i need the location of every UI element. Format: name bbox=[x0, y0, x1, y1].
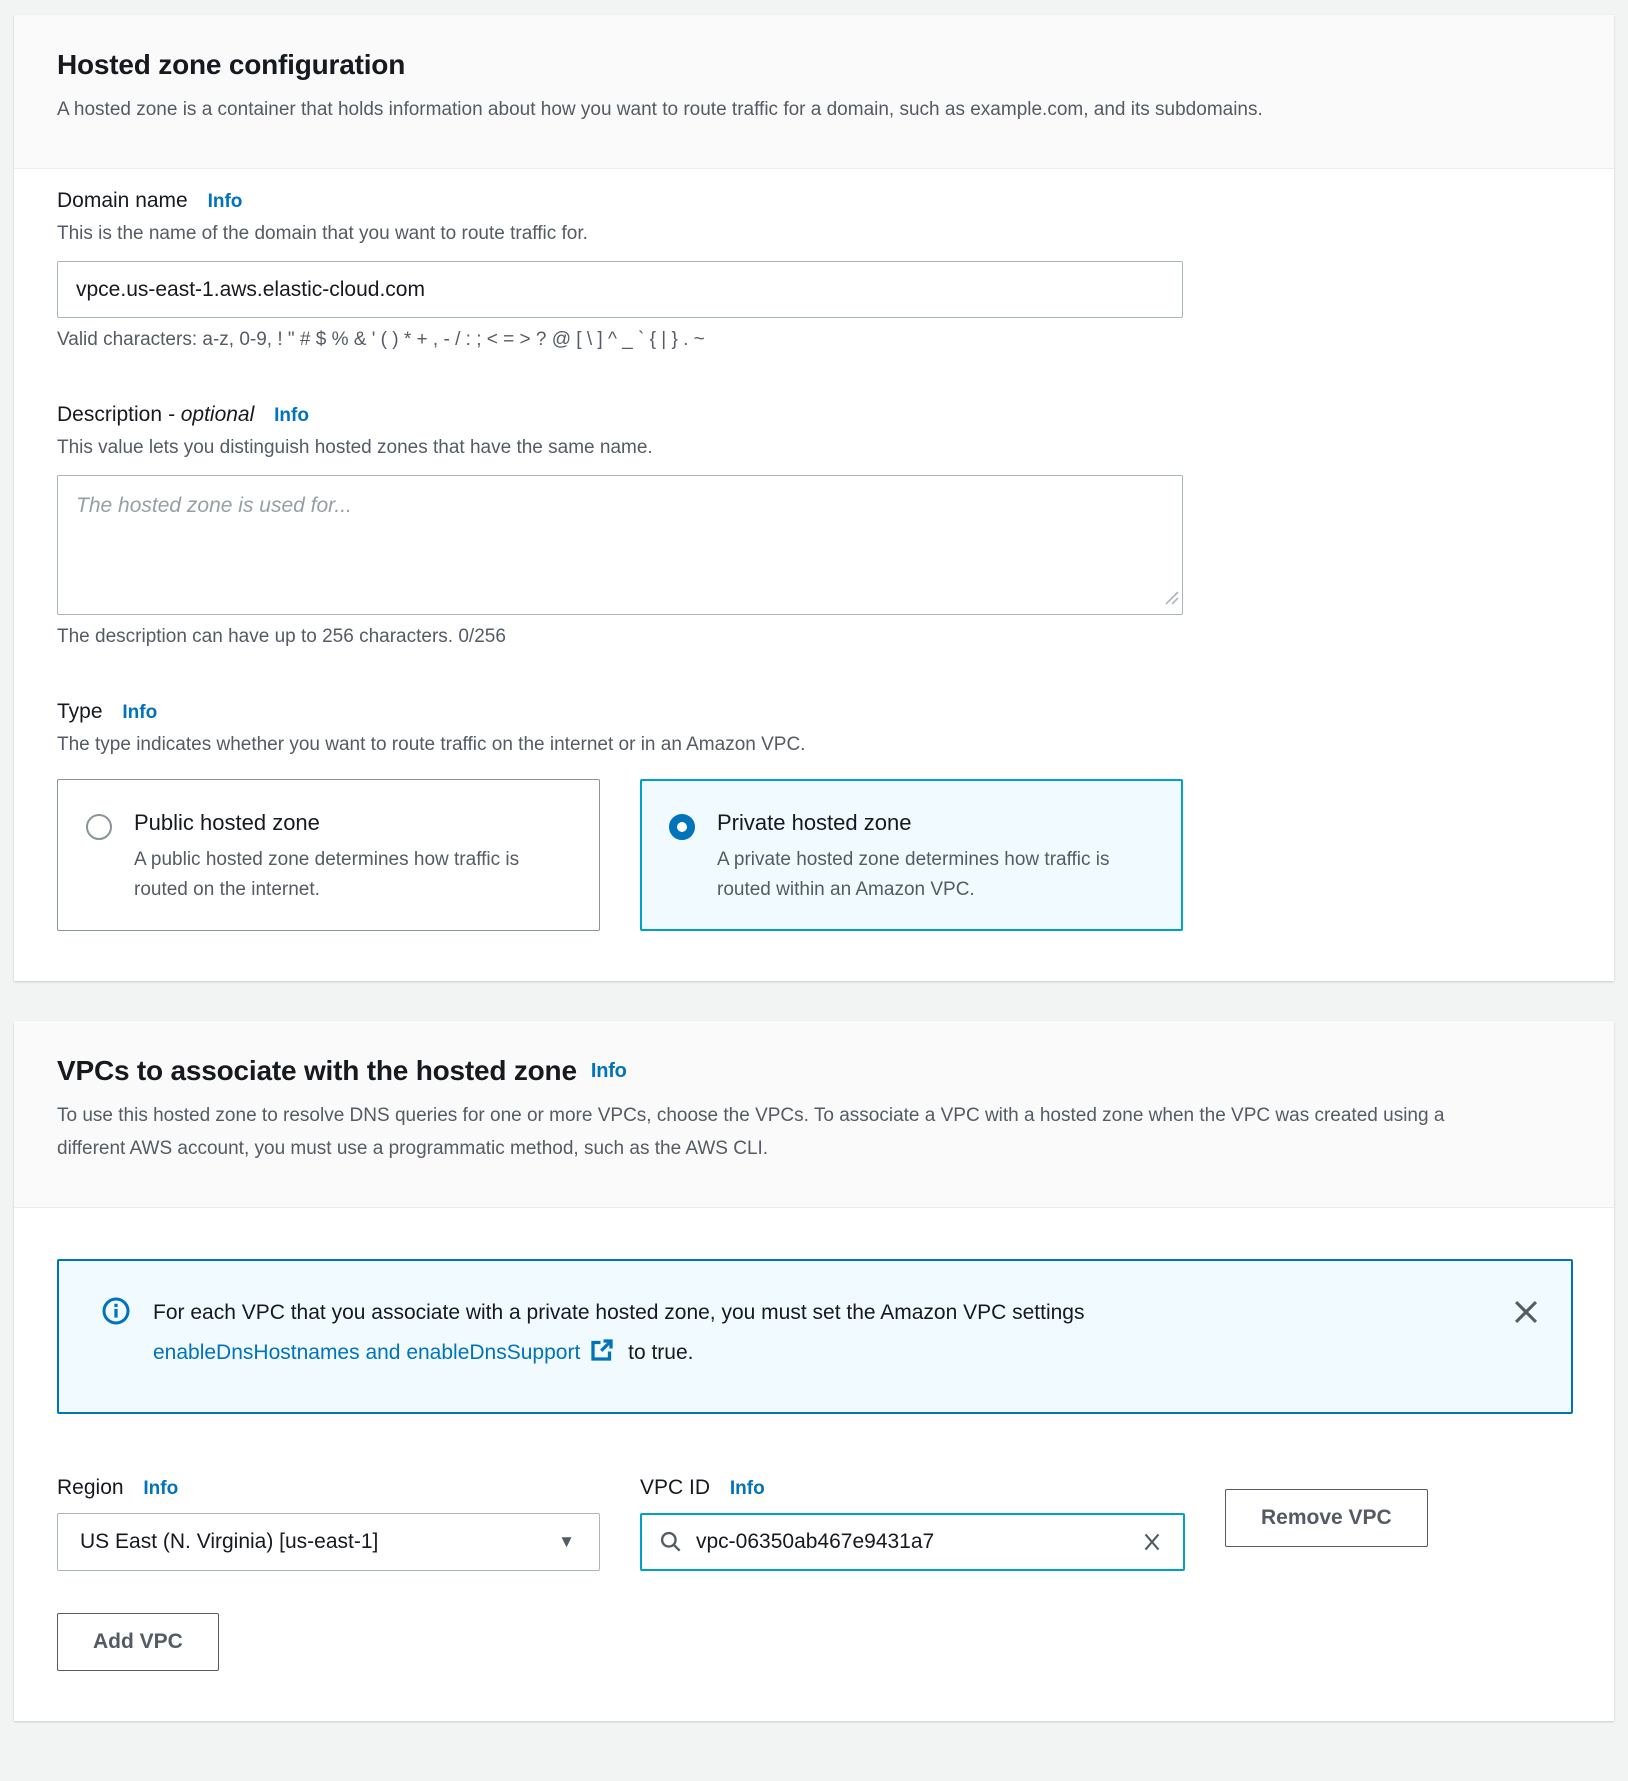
domain-valid-characters-text: Valid characters: a-z, 0-9, ! " # $ % & ' ( ) * + , - / : ; < = > ? @ [ \ ] ^ _ ` { | } . ~ bbox=[57, 329, 705, 350]
private-hosted-zone-radio[interactable] bbox=[669, 814, 695, 840]
description-optional-text: - optional bbox=[167, 403, 255, 426]
vpcs-associate-panel bbox=[14, 1021, 1614, 1721]
domain-name-input[interactable] bbox=[57, 261, 1183, 318]
description-textarea[interactable] bbox=[57, 475, 1183, 615]
region-selected-value: US East (N. Virginia) [us-east-1] bbox=[80, 1530, 379, 1553]
description-label-text: Description bbox=[57, 403, 163, 426]
description-counter-text: The description can have up to 256 characters. 0/256 bbox=[57, 626, 506, 647]
description-help-text: This value lets you distinguish hosted zones that have the same name. bbox=[57, 437, 653, 458]
domain-name-field-group bbox=[57, 189, 1571, 351]
hosted-zone-configuration-panel bbox=[14, 15, 1614, 981]
vpc-id-label bbox=[640, 1476, 1185, 1500]
domain-name-label bbox=[57, 189, 1571, 213]
alert-text-before: For each VPC that you associate with a private hosted zone, you must set the Amazon VPC settings bbox=[153, 1301, 1085, 1324]
public-hosted-zone-radio[interactable] bbox=[86, 814, 112, 840]
vpcs-panel-description: To use this hosted zone to resolve DNS queries for one or more VPCs, choose the VPCs. To associate a VPC with a hosted zone when the VPC was created using a different AWS account, you must use a programmatic method, such as the AWS CLI. bbox=[57, 1105, 1445, 1159]
clear-input-icon[interactable] bbox=[1139, 1529, 1165, 1555]
vpc-id-column bbox=[640, 1476, 1185, 1571]
description-label bbox=[57, 403, 1571, 427]
region-label bbox=[57, 1476, 600, 1500]
alert-close-icon[interactable] bbox=[1509, 1295, 1543, 1329]
vpc-id-label-text: VPC ID bbox=[640, 1476, 711, 1499]
vpcs-panel-header bbox=[14, 1021, 1614, 1208]
private-hosted-zone-texts bbox=[717, 810, 1181, 905]
public-hosted-zone-description: A public hosted zone determines how traffic is routed on the internet. bbox=[134, 849, 520, 900]
type-info-link[interactable]: Info bbox=[122, 702, 158, 723]
type-radio-cards bbox=[57, 779, 1571, 931]
vpcs-panel-title: VPCs to associate with the hosted zone Info bbox=[57, 1055, 627, 1086]
vpc-association-row bbox=[57, 1476, 1571, 1571]
vpcs-panel-body bbox=[14, 1208, 1614, 1721]
region-info-link[interactable]: Info bbox=[143, 1478, 179, 1499]
vpc-settings-info-alert bbox=[57, 1259, 1573, 1414]
domain-name-info-link[interactable]: Info bbox=[207, 191, 243, 212]
vpc-id-info-link[interactable]: Info bbox=[729, 1478, 765, 1499]
vpc-id-search-box bbox=[640, 1513, 1185, 1571]
hosted-zone-panel-body bbox=[14, 169, 1614, 981]
chevron-down-icon: ▼ bbox=[558, 1532, 575, 1551]
description-info-link[interactable]: Info bbox=[274, 405, 309, 426]
alert-message bbox=[153, 1293, 1283, 1384]
remove-vpc-button[interactable]: Remove VPC bbox=[1225, 1489, 1428, 1547]
textarea-resize-handle-icon[interactable] bbox=[1164, 590, 1180, 611]
private-hosted-zone-card[interactable] bbox=[640, 779, 1183, 931]
search-icon bbox=[658, 1529, 684, 1555]
region-label-text: Region bbox=[57, 1476, 124, 1499]
description-textarea-wrap bbox=[57, 475, 1183, 615]
private-hosted-zone-title: Private hosted zone bbox=[717, 810, 912, 835]
vpc-id-input[interactable] bbox=[696, 1530, 1139, 1554]
domain-name-help-text: This is the name of the domain that you want to route traffic for. bbox=[57, 223, 588, 244]
domain-name-label-text: Domain name bbox=[57, 189, 188, 212]
public-hosted-zone-title: Public hosted zone bbox=[134, 810, 320, 835]
hosted-zone-panel-description: A hosted zone is a container that holds information about how you want to route traffic for a domain, such as example.com, and its subdomains. bbox=[57, 99, 1263, 120]
vpcs-panel-info-link[interactable]: Info bbox=[590, 1060, 627, 1082]
alert-text-after: to true. bbox=[622, 1341, 694, 1364]
type-label-text: Type bbox=[57, 700, 103, 723]
type-help-text: The type indicates whether you want to route traffic on the internet or in an Amazon VPC. bbox=[57, 734, 806, 755]
region-column bbox=[57, 1476, 600, 1571]
public-hosted-zone-texts bbox=[134, 810, 599, 905]
external-link-icon bbox=[590, 1336, 614, 1376]
hosted-zone-panel-title: Hosted zone configuration bbox=[57, 49, 406, 80]
type-field-group bbox=[57, 700, 1571, 931]
enable-dns-link[interactable]: enableDnsHostnames and enableDnsSupport bbox=[153, 1341, 581, 1364]
add-vpc-button[interactable]: Add VPC bbox=[57, 1613, 219, 1671]
info-circle-icon bbox=[101, 1296, 131, 1384]
type-label bbox=[57, 700, 1571, 724]
region-select[interactable] bbox=[57, 1513, 600, 1571]
public-hosted-zone-card[interactable] bbox=[57, 779, 600, 931]
description-field-group bbox=[57, 403, 1571, 648]
hosted-zone-panel-header bbox=[14, 15, 1614, 169]
private-hosted-zone-description: A private hosted zone determines how traffic is routed within an Amazon VPC. bbox=[717, 849, 1110, 900]
